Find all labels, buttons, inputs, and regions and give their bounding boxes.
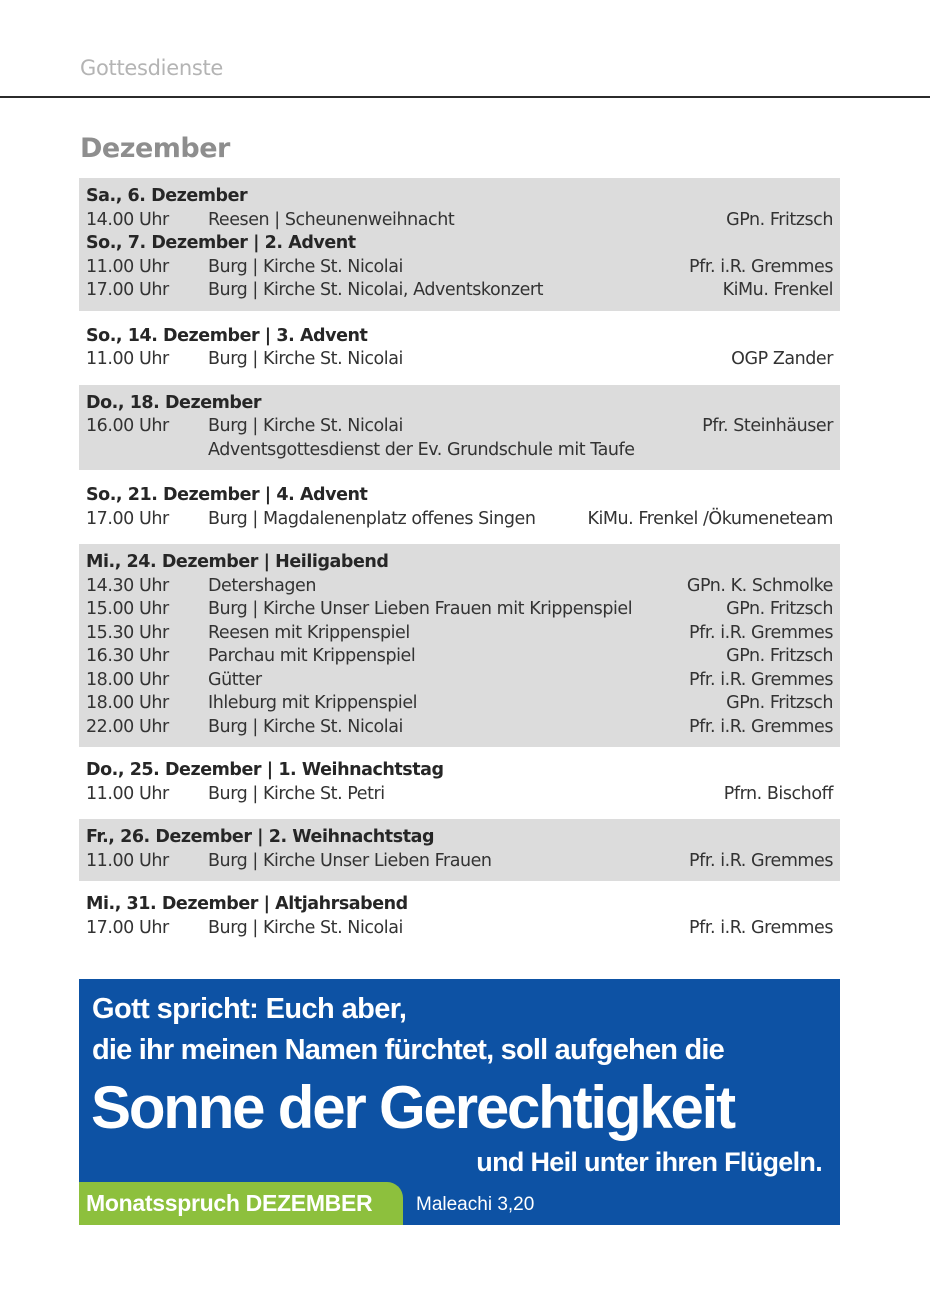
- service-location: Burg | Kirche St. Nicolai: [208, 917, 403, 938]
- service-time: 18.00 Uhr: [86, 693, 169, 713]
- schedule-day-block: [79, 752, 840, 814]
- day-heading: Sa., 6. Dezember: [86, 186, 248, 206]
- service-location: Burg | Kirche Unser Lieben Frauen mit Krippenspiel: [208, 599, 633, 619]
- service-schedule: [79, 178, 840, 948]
- service-location: Ihleburg mit Krippenspiel: [208, 693, 418, 713]
- service-location: Burg | Kirche St. Nicolai: [208, 716, 403, 737]
- service-officiant: Pfrn. Bischoff: [723, 783, 833, 804]
- service-location: Burg | Kirche St. Nicolai, Adventskonzert: [208, 280, 544, 300]
- schedule-day-block: [79, 886, 840, 948]
- monthly-verse-label-tab: [79, 1182, 403, 1225]
- service-time: 17.00 Uhr: [86, 280, 169, 300]
- verse-line-3: Sonne der Gerechtigkeit: [91, 1074, 734, 1141]
- service-entry: [86, 256, 833, 280]
- service-time: 11.00 Uhr: [86, 850, 169, 871]
- service-location: Reesen | Scheunenweihnacht: [208, 209, 455, 230]
- running-header: Gottesdienste: [80, 56, 224, 80]
- service-entry: [86, 783, 833, 807]
- service-time: 16.30 Uhr: [86, 646, 169, 666]
- service-entry: [86, 645, 833, 669]
- service-location: Parchau mit Krippenspiel: [208, 646, 416, 666]
- service-entry: [86, 508, 833, 532]
- service-entry: [86, 279, 833, 303]
- service-officiant: Pfr. i.R. Gremmes: [689, 669, 833, 690]
- monthly-verse-box: [79, 979, 840, 1225]
- day-heading: Mi., 24. Dezember | Heiligabend: [86, 552, 389, 572]
- service-time: 15.30 Uhr: [86, 622, 169, 643]
- service-location: Reesen mit Krippenspiel: [208, 622, 410, 643]
- service-time: 14.00 Uhr: [86, 209, 169, 230]
- service-location: Burg | Kirche St. Nicolai: [208, 349, 403, 369]
- service-location: Gütter: [208, 669, 262, 690]
- service-entry: [86, 598, 833, 622]
- service-officiant: GPn. K. Schmolke: [686, 575, 833, 596]
- monthly-verse-label: Monatsspruch DEZEMBER: [86, 1190, 373, 1216]
- service-time: 11.00 Uhr: [86, 349, 169, 369]
- service-location: Burg | Kirche Unser Lieben Frauen: [208, 850, 492, 871]
- schedule-day-block: [79, 477, 840, 539]
- service-entry: [86, 348, 833, 372]
- service-officiant: KiMu. Frenkel: [722, 280, 833, 300]
- schedule-day-block: [79, 819, 840, 881]
- service-officiant: GPn. Fritzsch: [726, 646, 833, 666]
- verse-reference: Maleachi 3,20: [416, 1194, 535, 1215]
- service-entry: [86, 716, 833, 740]
- day-heading: So., 21. Dezember | 4. Advent: [86, 485, 368, 505]
- service-time: 16.00 Uhr: [86, 416, 169, 436]
- service-entry: [86, 439, 833, 463]
- month-title: Dezember: [80, 133, 230, 164]
- service-location: Adventsgottesdienst der Ev. Grundschule mit Taufe: [208, 439, 635, 460]
- service-time: 17.00 Uhr: [86, 508, 169, 529]
- schedule-day-block: [79, 385, 840, 471]
- service-entry: [86, 415, 833, 439]
- service-officiant: Pfr. i.R. Gremmes: [689, 716, 833, 737]
- verse-line-4: und Heil unter ihren Flügeln.: [476, 1147, 822, 1177]
- service-officiant: Pfr. i.R. Gremmes: [689, 256, 833, 277]
- day-heading: So., 14. Dezember | 3. Advent: [86, 325, 368, 346]
- service-time: 11.00 Uhr: [86, 256, 169, 277]
- schedule-day-block: [79, 178, 840, 311]
- day-heading: So., 7. Dezember | 2. Advent: [86, 233, 356, 253]
- day-heading: Do., 18. Dezember: [86, 392, 262, 413]
- service-entry: [86, 209, 833, 233]
- schedule-day-block: [79, 544, 840, 747]
- service-entry: [86, 669, 833, 693]
- service-officiant: Pfr. i.R. Gremmes: [689, 917, 833, 938]
- service-officiant: GPn. Fritzsch: [726, 693, 833, 713]
- service-entry: [86, 850, 833, 874]
- service-time: 18.00 Uhr: [86, 669, 169, 690]
- day-heading: Do., 25. Dezember | 1. Weihnachtstag: [86, 760, 444, 780]
- service-entry: [86, 692, 833, 716]
- verse-line-1: Gott spricht: Euch aber,: [92, 993, 407, 1025]
- service-officiant: GPn. Fritzsch: [726, 209, 833, 230]
- service-officiant: OGP Zander: [731, 349, 833, 369]
- service-officiant: Pfr. i.R. Gremmes: [689, 622, 833, 643]
- service-entry: [86, 917, 833, 941]
- service-officiant: GPn. Fritzsch: [726, 599, 833, 619]
- service-time: 11.00 Uhr: [86, 783, 169, 804]
- service-entry: [86, 575, 833, 599]
- day-heading: Fr., 26. Dezember | 2. Weihnachtstag: [86, 827, 435, 847]
- day-heading: Mi., 31. Dezember | Altjahrsabend: [86, 894, 408, 914]
- service-location: Burg | Kirche St. Nicolai: [208, 256, 403, 277]
- service-time: 22.00 Uhr: [86, 716, 169, 737]
- service-location: Detershagen: [208, 575, 317, 596]
- service-location: Burg | Kirche St. Nicolai: [208, 416, 403, 436]
- schedule-day-block: [79, 318, 840, 380]
- header-rule: [0, 96, 930, 98]
- verse-line-2: die ihr meinen Namen fürchtet, soll aufgehen die: [92, 1034, 724, 1066]
- service-location: Burg | Kirche St. Petri: [208, 783, 385, 804]
- service-officiant: Pfr. i.R. Gremmes: [689, 850, 833, 871]
- service-time: 17.00 Uhr: [86, 917, 169, 938]
- service-time: 14.30 Uhr: [86, 575, 169, 596]
- service-time: 15.00 Uhr: [86, 599, 169, 619]
- service-officiant: Pfr. Steinhäuser: [702, 416, 833, 436]
- service-officiant: KiMu. Frenkel /Ökumeneteam: [587, 508, 833, 529]
- service-entry: [86, 622, 833, 646]
- service-location: Burg | Magdalenenplatz offenes Singen: [208, 508, 536, 529]
